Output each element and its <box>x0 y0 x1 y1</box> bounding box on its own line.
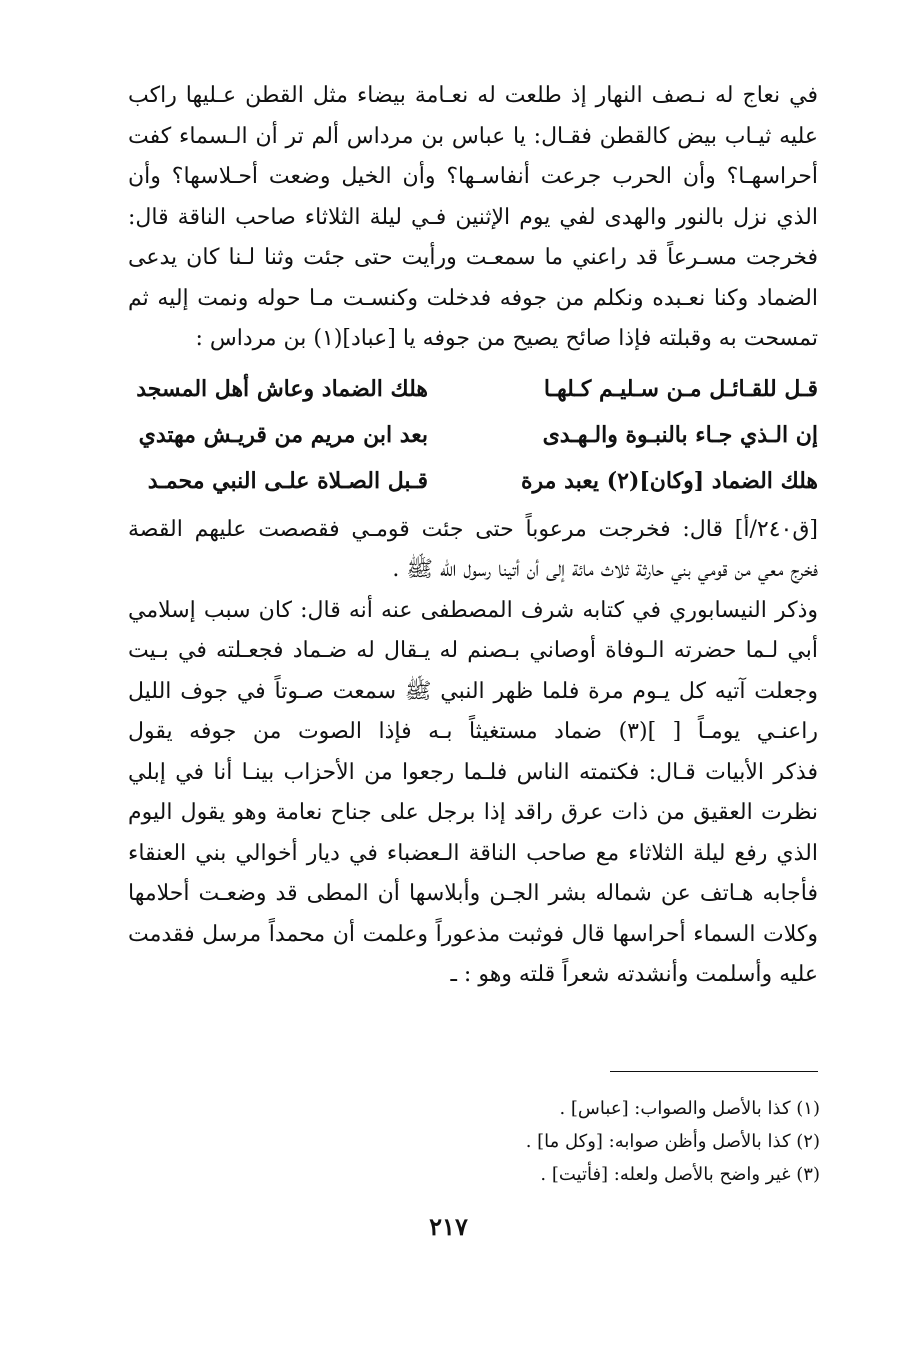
verse-second-hemistich: بعد ابن مريم من قريـش مهتدي <box>138 421 428 448</box>
poem-verse <box>128 412 818 458</box>
footnote: (١) كذا بالأصل والصواب: [عباس] . <box>559 1098 820 1119</box>
text-line: فأجابه هـاتف عن شماله بشر الجـن وأبلاسها أن المطى قد وضعـت أحلامها <box>128 881 818 906</box>
main-text <box>128 76 818 996</box>
paragraph-1 <box>128 76 818 360</box>
text-line: أحراسهـا؟ وأن الحرب جرعت أنفاسـها؟ وأن الخيل وضعت أحـلاسها؟ وأن <box>128 164 818 189</box>
text-line: راعنـي يومـاً [ ](٣) ضماد مستغيثاً بـه فإذا الصوت من جوفه يقول <box>128 719 818 744</box>
verse-first-hemistich: هلك الضماد [وكان](٢) يعبد مرة <box>521 467 818 494</box>
text-line: وكلات السماء أحراسها قال فوثبت مذعوراً وعلمت أن محمداً مرسل فقدمت <box>128 921 818 947</box>
text-line: [ق٢٤٠/أ] قال: فخرجت مرعوباً حتى جئت قومـي فقصصت عليهم القصة <box>128 516 818 542</box>
text-line: الذي نزل بالنور والهدى لفي يوم الإثنين فـي ليلة الثلاثاء صاحب الناقة قال: <box>128 204 818 230</box>
text-line: نظرت العقيق من ذات عرق راقد إذا برجل على جناح نعامة وهو يقول اليوم <box>128 800 818 825</box>
verse-second-hemistich: هلك الضماد وعاش أهل المسجد <box>136 375 428 402</box>
poem-verse <box>128 366 818 412</box>
text-line: عليه ثيـاب بيض كالقطن فقـال: يا عباس بن مرداس ألم تر أن الـسماء كفت <box>128 123 818 149</box>
text-line: أبي لـما حضرته الـوفاة أوصاني بـصنم له يـقال له ضـماد فجعـلته في بـيت <box>128 638 818 663</box>
text-line: فخرجت مسـرعاً قد راعني ما سمعـت ورأيت حتى جئت وثنا لـنا كان يدعى <box>128 245 818 270</box>
paragraph-2 <box>128 510 818 591</box>
text-line: الضماد وكنا نعـبده ونكلم من جوفه فدخلت وكنسـت مـا حوله ونمت إليه ثم <box>128 285 818 311</box>
poem <box>128 366 818 504</box>
poem-verse <box>128 458 818 504</box>
verse-second-hemistich: قـبل الصـلاة علـى النبي محمـد <box>147 467 428 494</box>
text-line: فخرج معي من قومي بني حارثة ثلاث مائة إلى أن أتينا رسول الله ﷺ . <box>392 557 818 582</box>
text-line: وذكر النيسابوري في كتابه شرف المصطفى عنه أنه قال: كان سبب إسلامي <box>128 597 818 623</box>
footnote: (٣) غير واضح بالأصل ولعله: [فأتيت] . <box>540 1164 820 1185</box>
text-line: تمسحت به وقبلته فإذا صائح يصيح من جوفه يا [عباد](١) بن مرداس : <box>195 326 818 351</box>
text-line: عليه وأسلمت وأنشدته شعراً قلته وهو : ـ <box>450 962 818 987</box>
text-line: في نعاج له نـصف النهار إذ طلعت له نعـامة بيضاء مثل القطن عـليها راكب <box>128 83 818 108</box>
paragraph-3 <box>128 591 818 996</box>
text-line: فذكر الأبيات قـال: فكتمته الناس فلـما رجعوا من الأحزاب بينـا أنا في إبلي <box>128 759 818 785</box>
footnotes <box>330 1092 820 1191</box>
footnote: (٢) كذا بالأصل وأظن صوابه: [وكل ما] . <box>525 1131 820 1152</box>
footnote-divider <box>610 1071 818 1072</box>
page-number: ٢١٧ <box>429 1212 468 1241</box>
verse-first-hemistich: قـل للقـائـل مـن سـليـم كـلهـا <box>543 375 818 402</box>
text-line: وجعلت آتيه كل يـوم مرة فلما ظهر النبي ﷺ سمعت صـوتاً في جوف الليل <box>128 678 818 704</box>
text-line: الذي رفع ليلة الثلاثاء مع صاحب الناقة الـعضباء في ديار أخوالي بني العنقاء <box>128 840 818 866</box>
verse-first-hemistich: إن الـذي جـاء بالنبـوة والـهـدى <box>542 421 818 448</box>
